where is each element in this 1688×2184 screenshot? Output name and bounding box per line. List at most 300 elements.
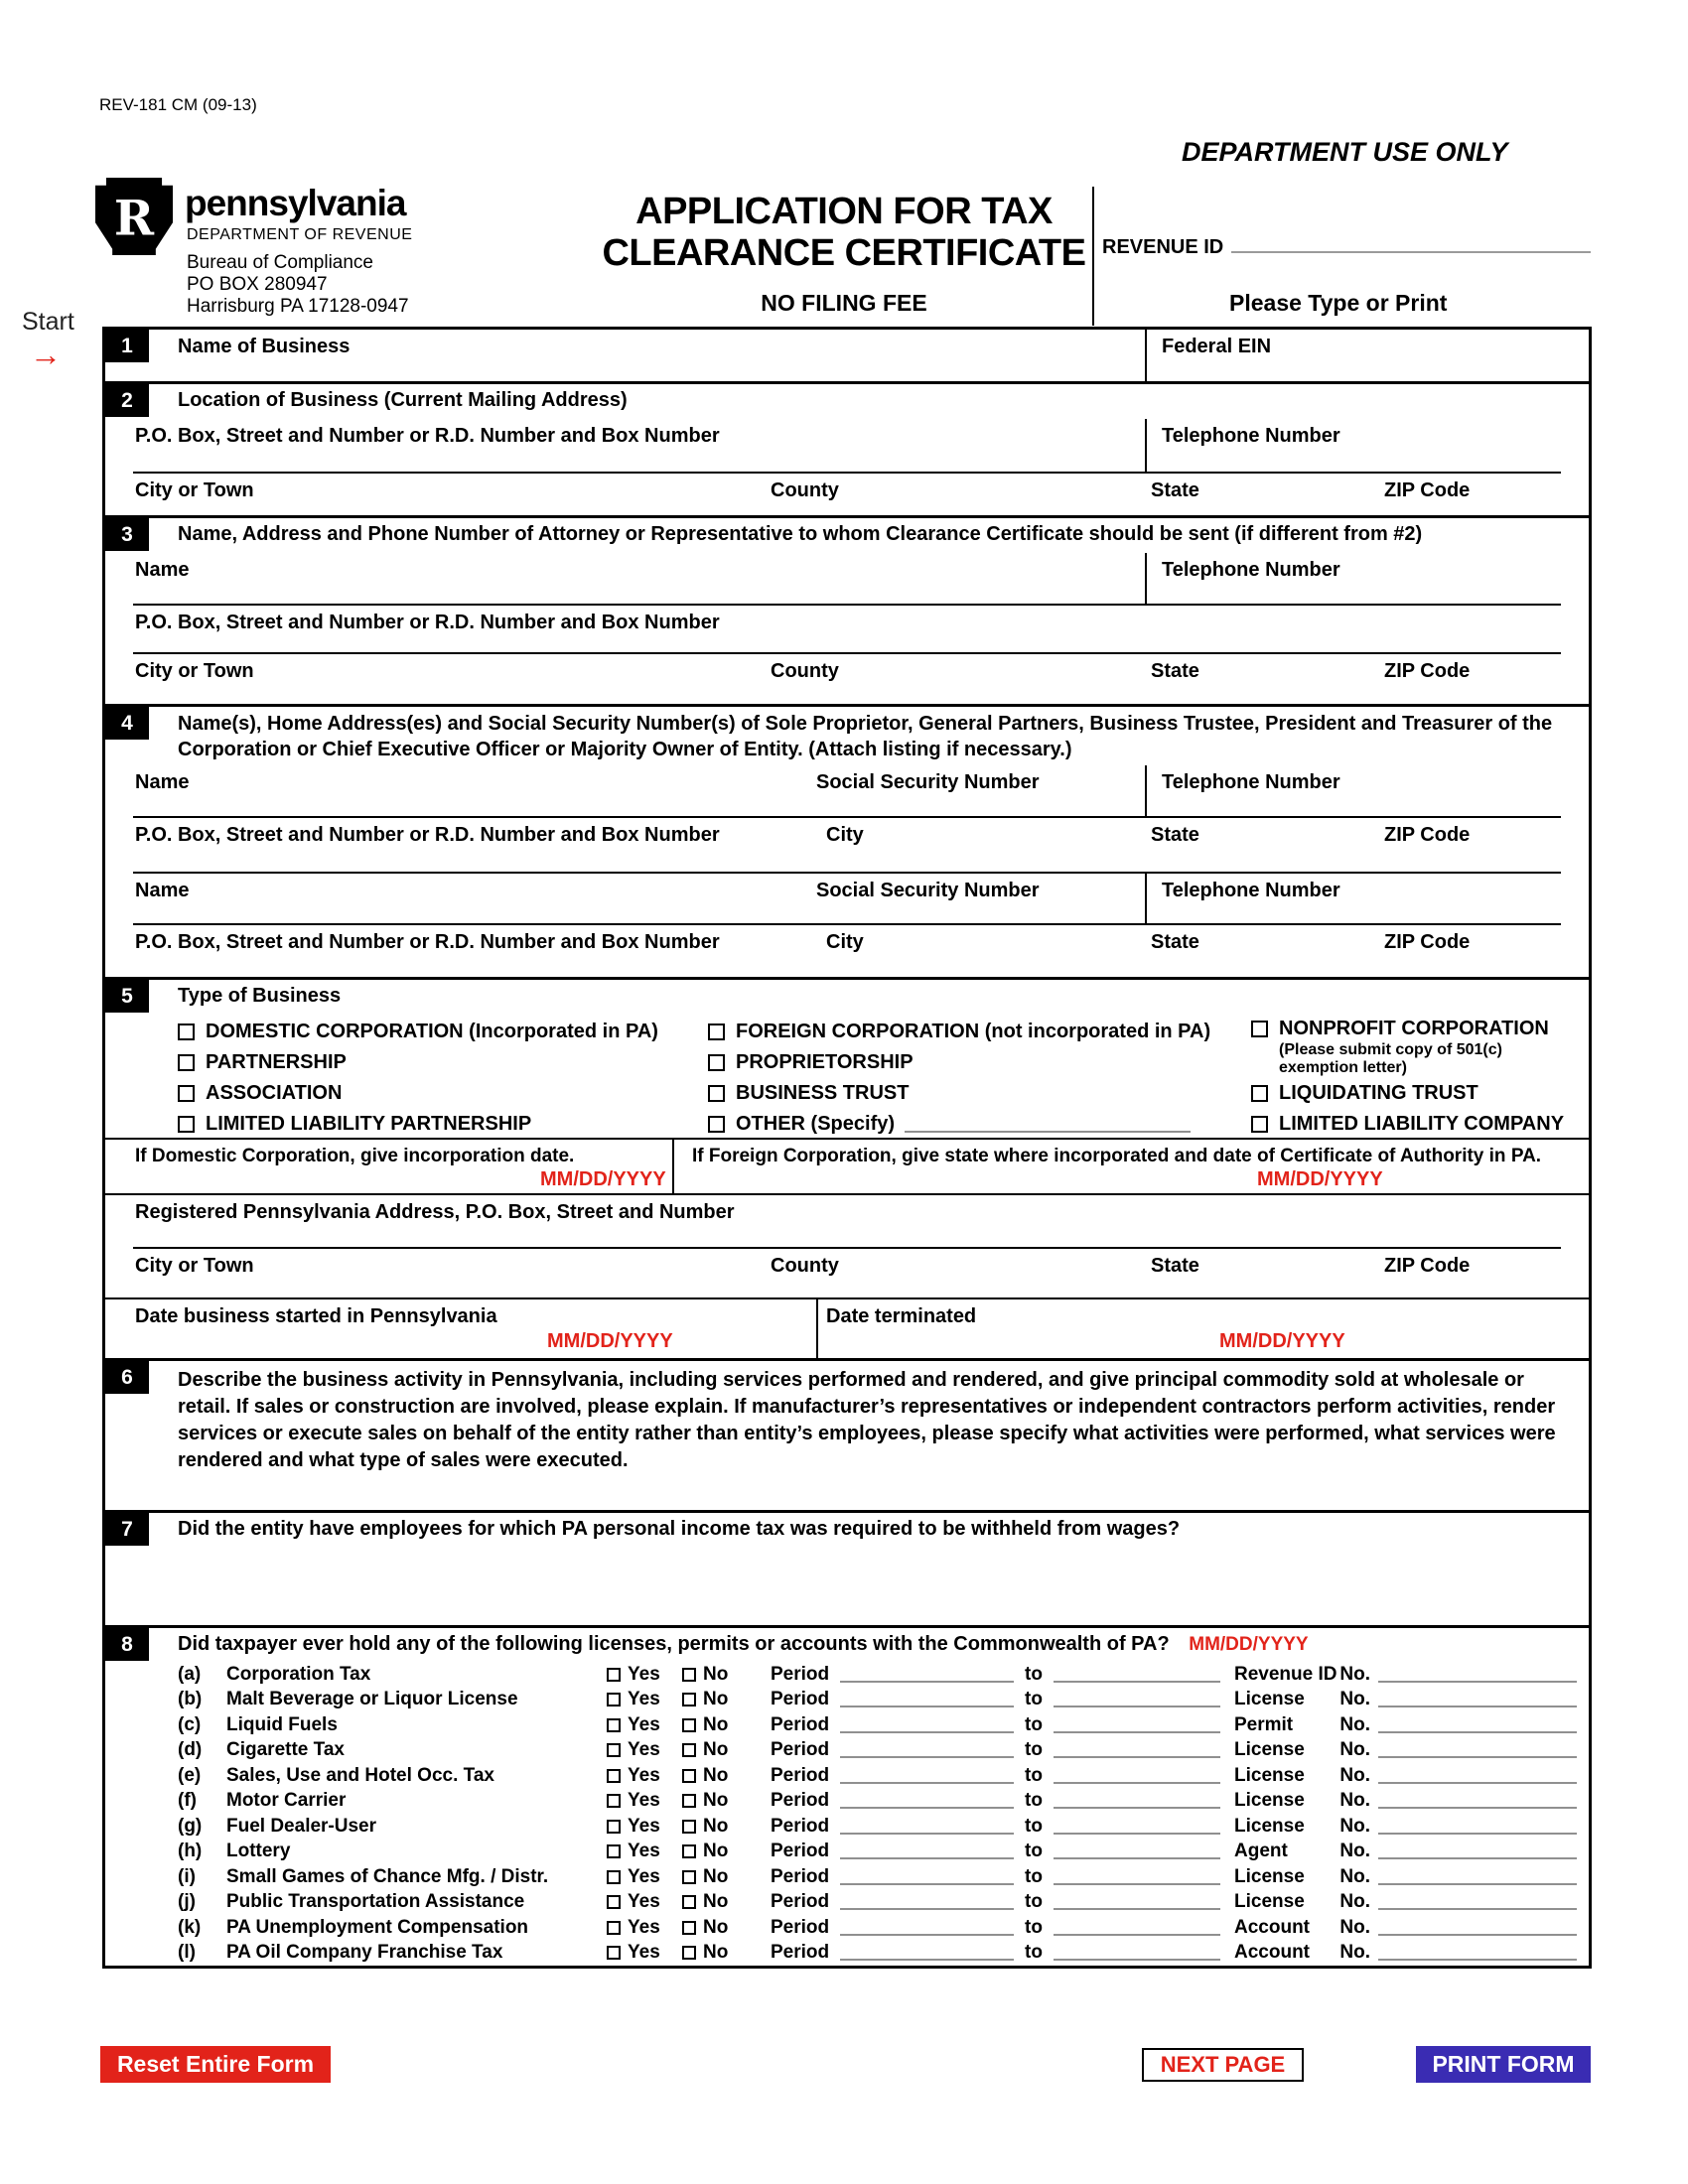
- no-word: No.: [1339, 1841, 1370, 1862]
- yes-option: [607, 1714, 682, 1736]
- period-label: Period: [771, 1942, 830, 1964]
- date-started-input[interactable]: MM/DD/YYYY: [547, 1330, 673, 1352]
- section-2-title: Location of Business (Current Mailing Address): [178, 389, 628, 411]
- date-started-label: Date business started in Pennsylvania: [135, 1305, 497, 1327]
- number-kind: [1234, 1942, 1378, 1964]
- kind-label: License: [1234, 1764, 1305, 1786]
- section-1: [105, 330, 1589, 381]
- type-or-print-label: Please Type or Print: [1229, 290, 1448, 316]
- number-input[interactable]: [1378, 1959, 1577, 1961]
- license-row-a: [105, 1662, 1589, 1688]
- no-option: [682, 1714, 771, 1736]
- po-box-label: P.O. Box, Street and Number or R.D. Number and Box Number: [135, 425, 720, 447]
- number-input[interactable]: [1378, 1857, 1577, 1859]
- section-7-header: [105, 1513, 1589, 1551]
- section-4-header: [105, 707, 1589, 765]
- kind-label: Permit: [1234, 1713, 1294, 1735]
- partnership-checkbox[interactable]: [178, 1054, 195, 1071]
- row-label: Cigarette Tax: [226, 1739, 345, 1761]
- section-5: [105, 977, 1589, 1358]
- print-form-button[interactable]: PRINT FORM: [1416, 2046, 1591, 2083]
- no-option: [682, 1664, 771, 1686]
- period-to-input[interactable]: [1054, 1807, 1220, 1809]
- incorporation-date-input[interactable]: MM/DD/YYYY: [540, 1168, 666, 1190]
- next-page-button[interactable]: NEXT PAGE: [1142, 2048, 1304, 2082]
- period-from-input[interactable]: [840, 1807, 1014, 1809]
- zip-label: ZIP Code: [1384, 1255, 1471, 1277]
- yes-option: [607, 1816, 682, 1838]
- section-2: [105, 381, 1589, 515]
- proprietorship-checkbox[interactable]: [708, 1054, 725, 1071]
- registered-address-label: Registered Pennsylvania Address, P.O. Box, Street and Number: [135, 1201, 735, 1223]
- no-checkbox[interactable]: [682, 1870, 696, 1884]
- row-label: Small Games of Chance Mfg. / Distr.: [226, 1865, 549, 1887]
- city-label: City or Town: [135, 660, 254, 682]
- form-number: REV-181 CM (09-13): [99, 95, 257, 114]
- no-checkbox[interactable]: [682, 1946, 696, 1960]
- yes-checkbox[interactable]: [607, 1668, 621, 1682]
- number-kind: [1234, 1664, 1378, 1686]
- no-label: No: [703, 1663, 729, 1685]
- license-row-g: [105, 1814, 1589, 1840]
- to-label: to: [1025, 1689, 1043, 1710]
- number-kind: [1234, 1714, 1378, 1736]
- employees-answer-input[interactable]: [105, 1551, 1589, 1625]
- federal-ein-input[interactable]: [1145, 330, 1589, 381]
- state-label: State: [1151, 824, 1199, 846]
- period-from-input[interactable]: [840, 1959, 1014, 1961]
- yes-label: Yes: [628, 1815, 660, 1837]
- start-label: Start: [22, 308, 74, 336]
- section-7: [105, 1510, 1589, 1625]
- telephone-label: Telephone Number: [1162, 880, 1340, 901]
- license-row-l: [105, 1941, 1589, 1967]
- telephone-label: Telephone Number: [1162, 771, 1340, 793]
- nonprofit-note: (Please submit copy of 501(c) exemption letter): [1279, 1041, 1502, 1076]
- license-row-k: [105, 1915, 1589, 1941]
- kind-label: License: [1234, 1891, 1305, 1913]
- to-label: to: [1025, 1916, 1043, 1938]
- to-label: to: [1025, 1739, 1043, 1761]
- period-label: Period: [771, 1713, 830, 1735]
- no-checkbox[interactable]: [682, 1718, 696, 1732]
- no-word: No.: [1339, 1689, 1370, 1710]
- period-from-input[interactable]: [840, 1782, 1014, 1784]
- to-label: to: [1025, 1865, 1043, 1887]
- revenue-id-input[interactable]: [1231, 237, 1591, 253]
- domestic-corporation-checkbox[interactable]: [178, 1024, 195, 1040]
- number-kind: [1234, 1816, 1378, 1838]
- yes-option: [607, 1942, 682, 1964]
- county-label: County: [771, 1255, 839, 1277]
- state-label: State: [1151, 1255, 1199, 1277]
- yes-checkbox[interactable]: [607, 1743, 621, 1757]
- period-from-input[interactable]: [840, 1731, 1014, 1733]
- number-input[interactable]: [1378, 1681, 1577, 1683]
- period-to-input[interactable]: [1054, 1681, 1220, 1683]
- period-from-input[interactable]: [840, 1934, 1014, 1936]
- row-label: Motor Carrier: [226, 1790, 347, 1812]
- title-line-1: APPLICATION FOR TAX: [635, 191, 1053, 232]
- domestic-corporation-label: DOMESTIC CORPORATION (Incorporated in PA): [206, 1021, 658, 1042]
- no-word: No.: [1339, 1790, 1370, 1812]
- header-divider: [1092, 187, 1094, 326]
- no-word: No.: [1339, 1663, 1370, 1685]
- no-checkbox[interactable]: [682, 1820, 696, 1834]
- kind-label: Revenue ID: [1234, 1663, 1337, 1685]
- yes-checkbox[interactable]: [607, 1794, 621, 1808]
- s4-address-row-2: [105, 925, 1589, 977]
- yes-option: [607, 1841, 682, 1862]
- period-label: Period: [771, 1891, 830, 1913]
- domestic-date-label: If Domestic Corporation, give incorporation date.: [135, 1146, 575, 1166]
- po-box-label: P.O. Box, Street and Number or R.D. Number and Box Number: [135, 612, 720, 633]
- llc-option: [1251, 1109, 1585, 1140]
- yes-label: Yes: [628, 1739, 660, 1761]
- period-to-input[interactable]: [1054, 1782, 1220, 1784]
- yes-checkbox[interactable]: [607, 1769, 621, 1783]
- no-label: No: [703, 1764, 729, 1786]
- period-label: Period: [771, 1841, 830, 1862]
- yes-checkbox[interactable]: [607, 1870, 621, 1884]
- business-trust-checkbox[interactable]: [708, 1085, 725, 1102]
- proprietorship-label: PROPRIETORSHIP: [736, 1051, 914, 1073]
- number-kind: [1234, 1689, 1378, 1710]
- kind-label: Agent: [1234, 1841, 1288, 1862]
- yes-label: Yes: [628, 1942, 660, 1964]
- section-3-number: 3: [105, 518, 149, 551]
- number-input[interactable]: [1378, 1908, 1577, 1910]
- number-input[interactable]: [1378, 1883, 1577, 1885]
- s3-city-row: [105, 654, 1589, 704]
- yes-checkbox[interactable]: [607, 1946, 621, 1960]
- yes-option: [607, 1739, 682, 1761]
- s5-city-row: [105, 1249, 1589, 1297]
- period-label: Period: [771, 1790, 830, 1812]
- period-to-input[interactable]: [1054, 1731, 1220, 1733]
- no-label: No: [703, 1891, 729, 1913]
- license-row-j: [105, 1890, 1589, 1916]
- telephone-label: Telephone Number: [1162, 425, 1340, 447]
- no-word: No.: [1339, 1865, 1370, 1887]
- no-label: No: [703, 1865, 729, 1887]
- domestic-corporation-option: [178, 1017, 658, 1047]
- number-kind: [1234, 1917, 1378, 1939]
- business-type-column-2: [708, 1017, 1210, 1140]
- period-to-input[interactable]: [1054, 1857, 1220, 1859]
- period-to-input[interactable]: [1054, 1833, 1220, 1835]
- yes-label: Yes: [628, 1764, 660, 1786]
- yes-option: [607, 1891, 682, 1913]
- no-word: No.: [1339, 1916, 1370, 1938]
- period-from-input[interactable]: [840, 1883, 1014, 1885]
- business-trust-option: [708, 1078, 1210, 1109]
- authority-date-input[interactable]: MM/DD/YYYY: [1257, 1168, 1383, 1190]
- association-checkbox[interactable]: [178, 1085, 195, 1102]
- ssn-label: Social Security Number: [816, 880, 1040, 901]
- llc-checkbox[interactable]: [1251, 1116, 1268, 1133]
- name-label: Name: [135, 771, 190, 793]
- other-option: [708, 1109, 1210, 1140]
- row-label: Corporation Tax: [226, 1663, 371, 1685]
- association-option: [178, 1078, 658, 1109]
- kind-label: Account: [1234, 1916, 1310, 1938]
- s4-name-row-2: [105, 874, 1589, 925]
- date-terminated-label: Date terminated: [826, 1305, 977, 1327]
- section-3-title: Name, Address and Phone Number of Attorney or Representative to whom Clearance Certificate should be sent (if different from #2): [178, 523, 1423, 545]
- no-checkbox[interactable]: [682, 1668, 696, 1682]
- license-row-h: [105, 1840, 1589, 1865]
- no-option: [682, 1765, 771, 1787]
- period-label: Period: [771, 1689, 830, 1710]
- type-of-business-options: [105, 1012, 1589, 1138]
- state-label: State: [1151, 479, 1199, 501]
- period-from-input[interactable]: [840, 1706, 1014, 1707]
- other-label: OTHER (Specify): [736, 1113, 896, 1135]
- yes-checkbox[interactable]: [607, 1820, 621, 1834]
- registered-address-row: [105, 1193, 1589, 1249]
- number-kind: [1234, 1841, 1378, 1862]
- city-label: City or Town: [135, 479, 254, 501]
- incorporation-date-row: [105, 1138, 1589, 1193]
- foreign-date-label: If Foreign Corporation, give state where incorporated and date of Certificate of Authority in PA.: [692, 1146, 1542, 1166]
- period-to-input[interactable]: [1054, 1883, 1220, 1885]
- no-label: No: [703, 1739, 729, 1761]
- nonprofit-text: [1279, 1018, 1577, 1077]
- no-label: No: [703, 1689, 729, 1710]
- row-label: Public Transportation Assistance: [226, 1891, 525, 1913]
- business-dates-row: [105, 1297, 1589, 1358]
- no-checkbox[interactable]: [682, 1895, 696, 1909]
- period-to-input[interactable]: [1054, 1934, 1220, 1936]
- revenue-id-field: [1102, 236, 1591, 259]
- no-label: No: [703, 1916, 729, 1938]
- no-filing-fee-label: NO FILING FEE: [761, 290, 927, 316]
- no-word: No.: [1339, 1764, 1370, 1786]
- state-label: State: [1151, 660, 1199, 682]
- row-label: Liquid Fuels: [226, 1713, 338, 1735]
- zip-label: ZIP Code: [1384, 824, 1471, 846]
- yes-label: Yes: [628, 1865, 660, 1887]
- to-label: to: [1025, 1891, 1043, 1913]
- no-checkbox[interactable]: [682, 1693, 696, 1706]
- row-letter: (a): [178, 1663, 202, 1685]
- s3-address-row: [105, 606, 1589, 654]
- number-input[interactable]: [1378, 1706, 1577, 1707]
- kind-label: License: [1234, 1790, 1305, 1812]
- number-kind: [1234, 1866, 1378, 1888]
- yes-checkbox[interactable]: [607, 1718, 621, 1732]
- license-row-c: [105, 1712, 1589, 1738]
- kind-label: License: [1234, 1739, 1305, 1761]
- logo-letter: R: [113, 191, 155, 247]
- no-checkbox[interactable]: [682, 1921, 696, 1935]
- foreign-corporation-label: FOREIGN CORPORATION (not incorporated in PA): [736, 1021, 1211, 1042]
- s2-city-row: [105, 474, 1589, 515]
- section-7-number: 7: [105, 1513, 149, 1546]
- no-option: [682, 1689, 771, 1710]
- yes-option: [607, 1866, 682, 1888]
- section-6-number: 6: [105, 1361, 149, 1394]
- business-trust-label: BUSINESS TRUST: [736, 1082, 910, 1104]
- to-label: to: [1025, 1764, 1043, 1786]
- section-1-number: 1: [105, 330, 149, 362]
- number-input[interactable]: [1378, 1782, 1577, 1784]
- association-label: ASSOCIATION: [206, 1082, 343, 1104]
- telephone-label: Telephone Number: [1162, 559, 1340, 581]
- partnership-label: PARTNERSHIP: [206, 1051, 347, 1073]
- period-from-input[interactable]: [840, 1857, 1014, 1859]
- section-3-header: [105, 518, 1589, 553]
- number-kind: [1234, 1739, 1378, 1761]
- llp-checkbox[interactable]: [178, 1116, 195, 1133]
- county-label: County: [771, 479, 839, 501]
- nonprofit-option: [1251, 1017, 1585, 1078]
- period-from-input[interactable]: [840, 1681, 1014, 1683]
- no-option: [682, 1866, 771, 1888]
- no-option: [682, 1891, 771, 1913]
- date-terminated-input[interactable]: MM/DD/YYYY: [1219, 1330, 1345, 1352]
- no-option: [682, 1942, 771, 1964]
- license-row-i: [105, 1864, 1589, 1890]
- other-checkbox[interactable]: [708, 1116, 725, 1133]
- row-label: Sales, Use and Hotel Occ. Tax: [226, 1764, 494, 1786]
- yes-option: [607, 1689, 682, 1710]
- row-letter: (f): [178, 1790, 197, 1812]
- po-box-label: P.O. Box, Street and Number or R.D. Number and Box Number: [135, 931, 720, 953]
- number-kind: [1234, 1790, 1378, 1812]
- city-label: City or Town: [135, 1255, 254, 1277]
- to-label: to: [1025, 1815, 1043, 1837]
- reset-form-button[interactable]: Reset Entire Form: [100, 2046, 331, 2083]
- section-4-title: Name(s), Home Address(es) and Social Security Number(s) of Sole Proprietor, General Partners, Business Trustee, President and Treasurer of the Corporation or Chief Executive Officer or Majority Owner of Entity. (Attach listing if necessary.): [178, 713, 1553, 760]
- partnership-option: [178, 1047, 658, 1078]
- period-to-input[interactable]: [1054, 1908, 1220, 1910]
- liquidating-trust-label: LIQUIDATING TRUST: [1279, 1082, 1478, 1104]
- yes-label: Yes: [628, 1790, 660, 1812]
- nonprofit-checkbox[interactable]: [1251, 1021, 1268, 1037]
- form-title: [596, 191, 1092, 317]
- no-checkbox[interactable]: [682, 1743, 696, 1757]
- to-label: to: [1025, 1942, 1043, 1964]
- yes-option: [607, 1790, 682, 1812]
- license-row-e: [105, 1763, 1589, 1789]
- name-of-business-input[interactable]: [105, 330, 1145, 381]
- no-checkbox[interactable]: [682, 1844, 696, 1858]
- name-of-business-label: Name of Business: [178, 336, 351, 357]
- row-label: PA Oil Company Franchise Tax: [226, 1942, 503, 1964]
- section-5-title: Type of Business: [178, 985, 342, 1007]
- row-label: Lottery: [226, 1841, 291, 1862]
- row-letter: (h): [178, 1841, 203, 1862]
- city-label: City: [826, 824, 864, 846]
- license-row-d: [105, 1738, 1589, 1764]
- yes-label: Yes: [628, 1891, 660, 1913]
- state-label: State: [1151, 931, 1199, 953]
- row-letter: (k): [178, 1916, 202, 1938]
- yes-checkbox[interactable]: [607, 1693, 621, 1706]
- no-option: [682, 1790, 771, 1812]
- start-arrow-icon: →: [30, 337, 62, 372]
- liquidating-trust-option: [1251, 1078, 1585, 1109]
- period-from-input[interactable]: [840, 1756, 1014, 1758]
- row-letter: (d): [178, 1739, 203, 1761]
- pa-keystone-logo: [95, 177, 173, 256]
- kind-label: License: [1234, 1865, 1305, 1887]
- name-label: Name: [135, 880, 190, 901]
- liquidating-trust-checkbox[interactable]: [1251, 1085, 1268, 1102]
- column-divider: [1145, 419, 1147, 474]
- yes-label: Yes: [628, 1689, 660, 1710]
- county-label: County: [771, 660, 839, 682]
- business-activity-input[interactable]: [105, 1478, 1589, 1510]
- section-6: [105, 1358, 1589, 1510]
- agency-po-box: PO BOX 280947: [187, 274, 328, 295]
- to-label: to: [1025, 1663, 1043, 1685]
- other-specify-input[interactable]: [905, 1117, 1191, 1133]
- agency-city-line: Harrisburg PA 17128-0947: [187, 296, 409, 317]
- llc-label: LIMITED LIABILITY COMPANY: [1279, 1113, 1565, 1135]
- column-divider: [1145, 553, 1147, 606]
- proprietorship-option: [708, 1047, 1210, 1078]
- foreign-corporation-checkbox[interactable]: [708, 1024, 725, 1040]
- s2-address-row: [105, 419, 1589, 474]
- section-8: [105, 1625, 1589, 1966]
- number-input[interactable]: [1378, 1756, 1577, 1758]
- yes-checkbox[interactable]: [607, 1844, 621, 1858]
- no-checkbox[interactable]: [682, 1794, 696, 1808]
- row-letter: (b): [178, 1689, 203, 1710]
- no-label: No: [703, 1841, 729, 1862]
- period-from-input[interactable]: [840, 1908, 1014, 1910]
- number-input[interactable]: [1378, 1807, 1577, 1809]
- no-word: No.: [1339, 1891, 1370, 1913]
- period-label: Period: [771, 1663, 830, 1685]
- period-to-input[interactable]: [1054, 1959, 1220, 1961]
- title-line-2: CLEARANCE CERTIFICATE: [602, 232, 1086, 274]
- to-label: to: [1025, 1841, 1043, 1862]
- section-3: [105, 515, 1589, 704]
- ssn-label: Social Security Number: [816, 771, 1040, 793]
- revenue-id-label: REVENUE ID: [1102, 236, 1224, 258]
- no-word: No.: [1339, 1942, 1370, 1964]
- column-divider: [1145, 765, 1147, 818]
- business-type-column-1: [178, 1017, 658, 1140]
- number-kind: [1234, 1891, 1378, 1913]
- number-input[interactable]: [1378, 1934, 1577, 1936]
- column-divider: [1145, 874, 1147, 925]
- row-letter: (g): [178, 1815, 203, 1837]
- no-word: No.: [1339, 1713, 1370, 1735]
- yes-checkbox[interactable]: [607, 1921, 621, 1935]
- po-box-label: P.O. Box, Street and Number or R.D. Number and Box Number: [135, 824, 720, 846]
- period-label: Period: [771, 1764, 830, 1786]
- number-input[interactable]: [1378, 1731, 1577, 1733]
- period-to-input[interactable]: [1054, 1706, 1220, 1707]
- nonprofit-label: NONPROFIT CORPORATION: [1279, 1018, 1549, 1039]
- section-4-number: 4: [105, 707, 149, 740]
- yes-checkbox[interactable]: [607, 1895, 621, 1909]
- period-label: Period: [771, 1865, 830, 1887]
- no-label: No: [703, 1815, 729, 1837]
- kind-label: License: [1234, 1815, 1305, 1837]
- no-checkbox[interactable]: [682, 1769, 696, 1783]
- agency-dept: DEPARTMENT OF REVENUE: [187, 226, 413, 243]
- period-to-input[interactable]: [1054, 1756, 1220, 1758]
- row-label: Malt Beverage or Liquor License: [226, 1689, 518, 1710]
- number-input[interactable]: [1378, 1833, 1577, 1835]
- period-from-input[interactable]: [840, 1833, 1014, 1835]
